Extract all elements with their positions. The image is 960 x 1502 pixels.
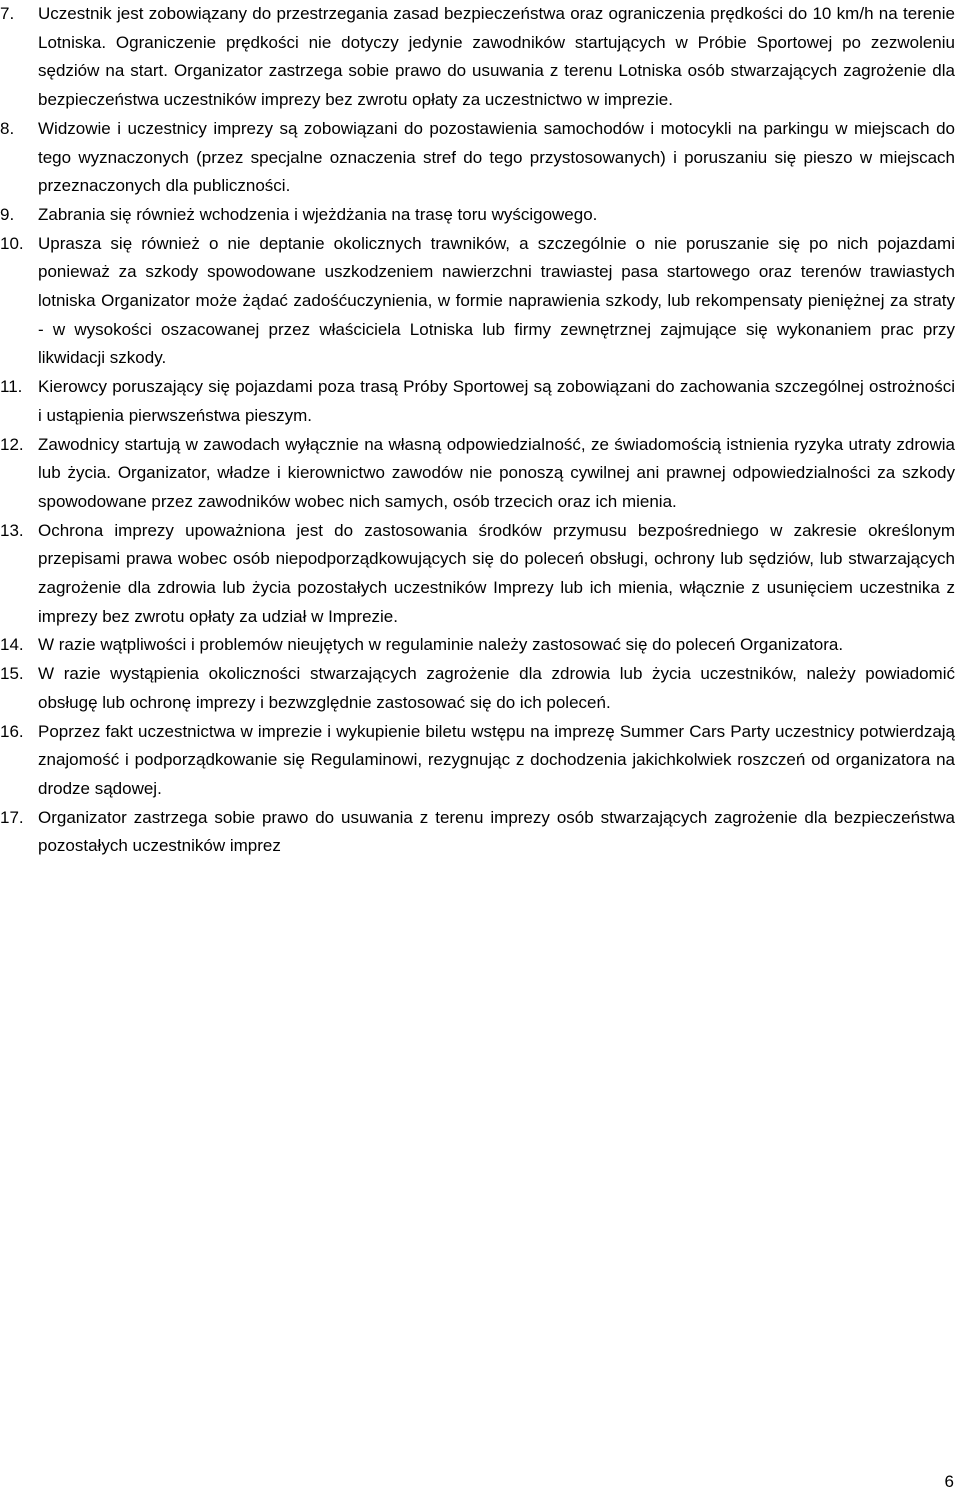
item-text: Zabrania się również wchodzenia i wjeżdżania na trasę toru wyścigowego. [38,204,598,224]
item-number: 8. [0,118,15,138]
regulation-item-11 [0,373,960,430]
regulation-item-15 [0,660,960,717]
item-text: Widzowie i uczestnicy imprezy są zobowiązani do pozostawienia samochodów i motocykli na parkingu w miejscach do tego wyznaczonych (przez specjalne oznaczenia stref do tego przystosowanych) i poruszaniu się pieszo w miejscach przeznaczonych dla publiczności. [38,118,955,196]
item-number: 12. [0,434,24,454]
item-text: Poprzez fakt uczestnictwa w imprezie i wykupienie biletu wstępu na imprezę Summer Cars Party uczestnicy potwierdzają znajomość i podporządkowanie się Regulaminowi, rezygnując z dochodzenia jakichkolwiek roszczeń od organizatora na drodze sądowej. [38,721,955,798]
page-number: 6 [944,1472,954,1491]
regulation-item-12 [0,431,960,517]
item-number: 13. [0,520,24,540]
item-text: Organizator zastrzega sobie prawo do usuwania z terenu imprezy osób stwarzających zagrożenie dla bezpieczeństwa pozostałych uczestników imprez [38,807,955,856]
item-number: 7. [0,4,15,23]
item-text: W razie wystąpienia okoliczności stwarzających zagrożenie dla zdrowia lub życia uczestników, należy powiadomić obsługę lub ochronę imprezy i bezwzględnie zastosować się do ich poleceń. [38,664,955,712]
item-text: W razie wątpliwości i problemów nieujętych w regulaminie należy zastosować się do poleceń Organizatora. [38,635,844,655]
item-number: 10. [0,233,24,253]
item-number: 14. [0,635,24,655]
regulation-item-16 [0,718,960,804]
item-text: Kierowcy poruszający się pojazdami poza trasą Próby Sportowej są zobowiązani do zachowania szczególnej ostrożności i ustąpienia pierwszeństwa pieszym. [38,377,955,425]
regulation-item-13 [0,517,960,632]
regulation-item-10 [0,230,960,374]
item-number: 15. [0,664,24,684]
item-text: Uczestnik jest zobowiązany do przestrzegania zasad bezpieczeństwa oraz ograniczenia prędkości do 10 km/h na terenie Lotniska. Ograniczenie prędkości nie dotyczy jedynie zawodników startujących w Próbie Sportowej po zezwoleniu sędziów na start. Organizator zastrzega sobie prawo do usuwania z terenu Lotniska osób stwarzających zagrożenie dla bezpieczeństwa uczestników imprezy bez zwrotu opłaty za uczestnictwo w imprezie. [38,4,955,110]
item-number: 11. [0,377,23,397]
regulation-item-17 [0,804,960,861]
item-number: 16. [0,721,24,741]
regulation-item-14 [0,631,960,660]
item-text: Uprasza się również o nie deptanie okolicznych trawników, a szczególnie o nie poruszanie się po nich pojazdami ponieważ za szkody spowodowane uszkodzeniem nawierzchni trawiastej pasa startowego oraz terenów trawiastych lotniska Organizator może żądać zadośćuczynienia, w formie naprawienia szkody, lub rekompensaty pieniężnej za straty - w wysokości oszacowanej przez właściciela Lotniska lub firmy zewnętrznej zajmujące się wykonaniem prac przy likwidacji szkody. [38,233,955,368]
item-text: Zawodnicy startują w zawodach wyłącznie na własną odpowiedzialność, ze świadomością istnienia ryzyka utraty zdrowia lub życia. Organizator, władze i kierownictwo zawodów nie ponoszą cywilnej ani prawnej odpowiedzialności za szkody spowodowane przez zawodników wobec nich samych, osób trzecich oraz ich mienia. [38,434,955,511]
regulation-item-7 [0,0,960,115]
regulation-item-9 [0,201,960,230]
item-text: Ochrona imprezy upoważniona jest do zastosowania środków przymusu bezpośredniego w zakresie określonym przepisami prawa wobec osób niepodporządkowujących się do poleceń obsługi, ochrony lub sędziów, lub stwarzających zagrożenie dla zdrowia lub życia pozostałych uczestników Imprezy lub ich mienia, włącznie z usunięciem uczestnika z imprezy bez zwrotu opłaty za udział w Imprezie. [38,520,955,626]
item-number: 9. [0,204,15,224]
item-number: 17. [0,807,24,827]
regulation-item-8 [0,115,960,201]
